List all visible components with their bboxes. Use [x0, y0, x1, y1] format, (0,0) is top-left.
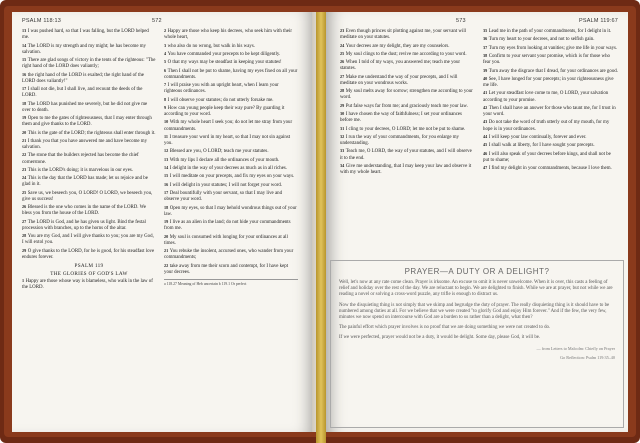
- left-page-number: 572: [152, 18, 162, 24]
- verse-number: 26: [340, 59, 345, 65]
- verse-text: There are glad songs of victory in the tents of the righteous: "The right hand of the LORD does valiantly;: [22, 58, 156, 70]
- verse-text: I treasure your word in my heart, so that I may not sin against you.: [164, 134, 291, 147]
- verse-number: 43: [483, 119, 488, 125]
- verse: [483, 53, 618, 66]
- verse-number: 41: [483, 90, 488, 96]
- verse: [22, 278, 156, 291]
- verse: [164, 248, 298, 261]
- verse-number: 6: [164, 67, 167, 73]
- verse-text: The LORD is God, and he has given us light. Bind the festal procession with branches, up to the horns of the altar.: [22, 219, 146, 231]
- verse: [164, 190, 298, 203]
- verse-text: Confirm to your servant your promise, which is for those who fear you.: [483, 54, 610, 66]
- verse-number: 13: [164, 156, 169, 162]
- verse-text: the right hand of the LORD is exalted; the right hand of the LORD does valiantly!": [22, 72, 144, 84]
- devotional-paragraph-1: Well, let's now at any rate come clean. Prayer is irksome. An excuse to omit it is never unwelcome. When it is over, this casts a feeling of relief and holiday over the rest of the day. We are reluctant to begin. We are delighted to finish. While we are at prayer, but not while we are reading a novel or solving a cross-word puzzle, any trifle is enough to distract us.: [339, 280, 613, 298]
- verse-number: 19: [22, 115, 27, 120]
- verse-number: 19: [164, 219, 169, 225]
- verse: [22, 72, 156, 85]
- devotional-reflection-ref: Go Reflection: Psalm 119:35–40: [560, 354, 615, 360]
- verse-number: 24: [340, 42, 345, 48]
- verse-text: The stone that the builders rejected has become the chief cornerstone.: [22, 153, 139, 165]
- verse-text: I was pushed hard, so that I was falling, but the LORD helped me.: [22, 29, 149, 41]
- verse-text: My soul melts away for sorrow; strengthen me according to your word.: [340, 89, 473, 101]
- verse: [22, 167, 156, 174]
- verse: [22, 101, 156, 114]
- left-header-ref: PSALM 118:13: [22, 18, 61, 24]
- verse: [340, 126, 475, 133]
- left-column-2: [164, 28, 298, 424]
- verse-number: 5: [164, 59, 167, 65]
- verse-number: 35: [483, 28, 488, 33]
- verse-text: I find my delight in your commandments, because I love them.: [488, 166, 612, 172]
- verse: [164, 97, 298, 104]
- verse: [22, 190, 156, 203]
- verse-number: 8: [164, 96, 167, 102]
- verse-text: Open to me the gates of righteousness, that I may enter through them and give thanks to the LORD.: [22, 116, 152, 128]
- verse-text: The LORD has punished me severely, but he did not give me over to death.: [22, 101, 148, 113]
- verse: [164, 173, 298, 180]
- verse: [483, 68, 618, 75]
- verse-number: 28: [22, 233, 27, 239]
- verse-number: 20: [22, 129, 27, 135]
- verse: [22, 130, 156, 137]
- verse: [340, 59, 475, 72]
- verse-number: 23: [340, 28, 345, 33]
- verse-number: 28: [340, 88, 345, 94]
- verse-number: 37: [483, 44, 488, 50]
- devotional-title: PRAYER—A DUTY OR A DELIGHT?: [404, 267, 550, 276]
- verse-number: 7: [164, 82, 167, 88]
- right-column-2: [483, 28, 618, 254]
- verse-text: Put false ways far from me; and graciously teach me your law.: [345, 103, 468, 109]
- verse: [164, 68, 298, 81]
- verse-text: Happy are those whose way is blameless, who walk in the law of the LORD.: [22, 279, 153, 291]
- verse-text: Open my eyes, so that I may behold wondrous things out of your law.: [164, 205, 297, 217]
- verse-text: How can young people keep their way pure? By guarding it according to your word.: [164, 105, 285, 118]
- verse: [483, 134, 618, 141]
- verse: [164, 165, 298, 172]
- verse: [22, 233, 156, 246]
- right-page: [326, 12, 628, 432]
- verse-text: O give thanks to the LORD, for he is good, for his steadfast love endures forever.: [22, 248, 155, 260]
- verse-text: I thank you that you have answered me and have become my salvation.: [22, 138, 148, 150]
- verse-text: With my whole heart I seek you; do not let me stray from your commandments.: [164, 120, 293, 132]
- verse-number: 25: [22, 189, 27, 195]
- verse-number: 44: [483, 133, 488, 139]
- verse: [340, 103, 475, 110]
- verse: [22, 248, 156, 261]
- verse-number: 11: [164, 133, 168, 139]
- verse-number: 15: [164, 173, 169, 179]
- psalm-heading: PSALM 119: [74, 263, 104, 269]
- verse-text: I have chosen the way of faithfulness; I set your ordinances before me.: [340, 112, 462, 124]
- verse: [22, 204, 156, 217]
- verse: [164, 205, 298, 218]
- verse-text: Happy are those who keep his decrees, who seek him with their whole heart,: [164, 29, 292, 41]
- verse-text: Save us, we beseech you, O LORD! O LORD, we beseech you, give us success!: [22, 190, 153, 202]
- verse: [164, 157, 298, 164]
- verse-text: This is the day that the LORD has made; let us rejoice and be glad in it.: [22, 176, 148, 188]
- right-column-1: [340, 28, 475, 254]
- verse-text: I will keep your law continually, forever and ever.: [488, 134, 587, 140]
- verse: [340, 43, 475, 50]
- verse-text: I will meditate on your precepts, and fix my eyes on your ways.: [169, 174, 295, 180]
- verse: [340, 111, 475, 124]
- verse-number: 22: [22, 152, 27, 158]
- verse-text: Teach me, O LORD, the way of your statutes, and I will observe it to the end.: [340, 149, 472, 161]
- verse: [483, 45, 618, 52]
- verse-number: 20: [164, 233, 169, 239]
- verse-number: 42: [483, 104, 488, 110]
- verse-text: You are my God, and I will give thanks to you; you are my God, I will extol you.: [22, 234, 154, 246]
- verse-number: 29: [22, 247, 27, 253]
- verse-number: 27: [22, 218, 27, 224]
- verse-number: 24: [22, 175, 27, 181]
- verse-text: This is the LORD's doing; it is marvelous in our eyes.: [27, 167, 134, 173]
- verse-number: 12: [164, 148, 169, 154]
- verse: [164, 263, 298, 276]
- psalm-subheading: THE GLORIES OF GOD'S LAW: [50, 271, 128, 278]
- verse-number: 21: [164, 248, 169, 254]
- right-page-number: 573: [456, 18, 466, 24]
- verse: [483, 90, 618, 103]
- verse: [483, 142, 618, 149]
- verse: [483, 36, 618, 43]
- verse: [22, 28, 156, 41]
- verse-number: 18: [164, 204, 169, 210]
- verse-number: 47: [483, 165, 488, 171]
- verse: [164, 219, 298, 232]
- verse: [22, 86, 156, 99]
- verse: [164, 134, 298, 147]
- verse-number: 33: [340, 148, 345, 154]
- verse-number: 34: [340, 162, 345, 168]
- verse-text: I shall walk at liberty, for I have sought your precepts.: [488, 143, 595, 149]
- verse-text: Deal bountifully with your servant, so that I may live and observe your word.: [164, 191, 283, 203]
- verse: [340, 148, 475, 161]
- verse: [22, 175, 156, 188]
- verse-number: 1: [22, 278, 25, 284]
- verse-number: 27: [340, 73, 345, 79]
- verse-text: Make me understand the way of your precepts, and I will meditate on your wondrous works.: [340, 74, 458, 86]
- verse: [164, 43, 298, 50]
- verse: [164, 28, 298, 41]
- verse-text: My soul clings to the dust; revive me according to your word.: [345, 51, 467, 57]
- verse-text: I will praise you with an upright heart, when I learn your righteous ordinances.: [164, 83, 279, 95]
- verse-text: Give me understanding, that I may keep your law and observe it with my whole heart.: [340, 163, 472, 176]
- verse: [483, 105, 618, 118]
- verse-text: I shall not die, but I shall live, and recount the deeds of the LORD.: [22, 87, 143, 99]
- verse-text: take away from me their scorn and contempt, for I have kept your decrees.: [164, 263, 289, 275]
- verse-text: I live as an alien in the land; do not hide your commandments from me.: [164, 220, 291, 232]
- verse-text: Lead me in the path of your commandments, for I delight in it.: [488, 29, 612, 34]
- verse-number: 45: [483, 142, 488, 148]
- verse-number: 32: [340, 133, 345, 139]
- verse-number: 3: [164, 42, 167, 48]
- verse-number: 29: [340, 102, 345, 108]
- verse-number: 31: [340, 125, 345, 131]
- left-column-1: [22, 28, 156, 424]
- verse-number: 23: [22, 166, 27, 172]
- right-header-ref: PSALM 119:67: [579, 18, 618, 24]
- verse-number: 17: [164, 190, 169, 196]
- verse-number: 14: [164, 165, 169, 171]
- verse-text: Blessed are you, O LORD; teach me your statutes.: [169, 149, 269, 155]
- verse-text: I will observe your statutes; do not utterly forsake me.: [167, 97, 274, 103]
- verse-number: 26: [22, 204, 27, 210]
- verse: [340, 51, 475, 58]
- verse-text: Turn my heart to your decrees, and not to selfish gain.: [488, 37, 595, 43]
- verse: [164, 105, 298, 118]
- verse: [22, 57, 156, 70]
- verse-text: When I told of my ways, you answered me; teach me your statutes.: [340, 60, 461, 72]
- verse: [483, 28, 618, 35]
- verse-text: My soul is consumed with longing for your ordinances at all times.: [164, 234, 288, 246]
- verse-number: 39: [483, 67, 488, 73]
- verse-text: Then I shall have an answer for those who taunt me, for I trust in your word.: [483, 105, 616, 118]
- verse: [22, 138, 156, 151]
- verse-text: I delight in the way of your decrees as much as in all riches.: [169, 166, 288, 172]
- footnote: a 118.27 Meaning of Heb uncertain b 119.1 Or perfect: [164, 279, 298, 287]
- verse-text: Do not take the word of truth utterly out of my mouth, for my hope is in your ordinances.: [483, 120, 610, 132]
- verse: [483, 165, 618, 172]
- ribbon-bookmark[interactable]: [316, 12, 326, 443]
- verse-number: 38: [483, 53, 488, 59]
- verse: [340, 74, 475, 87]
- verse-number: 10: [164, 119, 169, 125]
- verse: [164, 82, 298, 95]
- verse-number: 4: [164, 50, 167, 56]
- verse-text: You rebuke the insolent, accursed ones, who wander from your commandments;: [164, 249, 294, 261]
- verse-number: 14: [22, 42, 27, 48]
- devotional-citation: — from Letters to Malcolm: Chiefly on Prayer: [536, 345, 615, 351]
- verse-text: This is the gate of the LORD; the righteous shall enter through it.: [27, 130, 156, 136]
- verse-number: 9: [164, 104, 167, 110]
- verse: [340, 163, 475, 176]
- verse-text: I run the way of your commandments, for you enlarge my understanding.: [340, 134, 460, 147]
- verse: [22, 219, 156, 232]
- verse-text: I cling to your decrees, O LORD; let me not be put to shame.: [345, 126, 466, 132]
- verse-number: 36: [483, 36, 488, 42]
- verse: [22, 115, 156, 128]
- verse-number: 25: [340, 50, 345, 56]
- verse-text: See, I have longed for your precepts; in your righteousness give me life.: [483, 76, 614, 89]
- devotional-paragraph-2: Now the disquieting thing is not simply that we skimp and begrudge the duty of prayer. The really disquieting thing is it should have to be numbered among duties at all. For we believe that we were created "to glorify God and enjoy Him forever." And if the few, the very few, minutes we now spend on intercourse with God are a burden to us rather than a delight, what then?: [339, 302, 610, 321]
- verse-number: 16: [164, 181, 169, 187]
- verse-text: Turn my eyes from looking at vanities; give me life in your ways.: [488, 45, 618, 51]
- verse-number: 46: [483, 150, 488, 156]
- verse-text: The LORD is my strength and my might; he has become my salvation.: [22, 43, 146, 55]
- verse: [164, 234, 298, 247]
- verse: [340, 88, 475, 101]
- verse: [483, 119, 618, 132]
- verse-text: Let your steadfast love come to me, O LORD, your salvation according to your promise.: [483, 91, 609, 103]
- verse-number: 30: [340, 111, 345, 117]
- verse-number: 21: [22, 137, 27, 143]
- verse-number: 18: [22, 100, 27, 106]
- verse-text: Then I shall not be put to shame, having my eyes fixed on all your commandments.: [164, 68, 298, 80]
- verse-number: 40: [483, 75, 488, 81]
- verse-number: 13: [22, 28, 27, 33]
- verse-text: Blessed is the one who comes in the name of the LORD. We bless you from the house of the LORD.: [22, 205, 147, 217]
- verse-text: who also do no wrong, but walk in his ways.: [167, 43, 255, 49]
- devotional-box: [330, 260, 624, 428]
- devotional-paragraph-4: If we were perfected, prayer would not be a duty, it would be delight. Some day, please God, it will be.: [339, 335, 541, 341]
- verse: [483, 76, 618, 89]
- verse-text: Turn away the disgrace that I dread, for your ordinances are good.: [488, 68, 618, 74]
- verse-text: Even though princes sit plotting against me, your servant will meditate on your statutes.: [340, 29, 467, 41]
- verse-number: 2: [164, 28, 167, 33]
- verse-text: I will also speak of your decrees before kings, and shall not be put to shame;: [483, 151, 611, 163]
- verse: [22, 43, 156, 56]
- verse-text: You have commanded your precepts to be kept diligently.: [167, 51, 281, 57]
- verse: [22, 152, 156, 165]
- verse-text: O that my ways may be steadfast in keeping your statutes!: [167, 60, 282, 66]
- verse: [164, 148, 298, 155]
- verse-number: 16: [22, 71, 27, 77]
- verse: [164, 182, 298, 189]
- verse-text: Your decrees are my delight, they are my counselors.: [345, 43, 450, 49]
- devotional-paragraph-3: The painful effort which prayer involves is no proof that we are doing something we were not created to do.: [339, 325, 551, 331]
- verse-number: 15: [22, 57, 27, 62]
- left-page: [12, 12, 314, 432]
- verse: [164, 119, 298, 132]
- verse: [164, 59, 298, 66]
- verse-number: 17: [22, 86, 27, 91]
- verse-text: I will delight in your statutes; I will not forget your word.: [169, 182, 283, 188]
- verse-text: With my lips I declare all the ordinances of your mouth.: [169, 157, 280, 163]
- verse-number: 22: [164, 262, 169, 268]
- verse: [340, 28, 475, 41]
- verse: [483, 151, 618, 164]
- verse: [340, 134, 475, 147]
- verse: [164, 51, 298, 58]
